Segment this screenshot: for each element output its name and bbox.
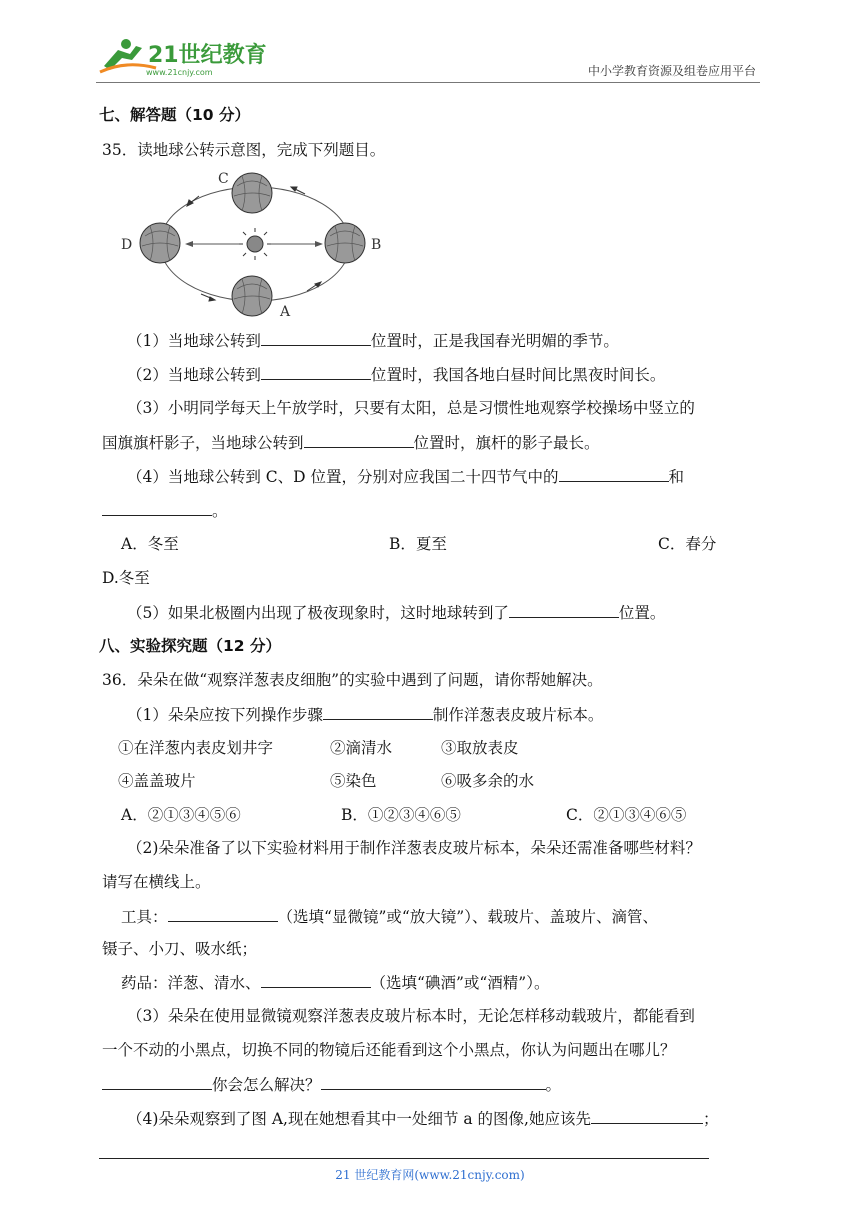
header-divider bbox=[96, 82, 760, 83]
tools-line: 工具： （选填“显微镜”或“放大镜”）、载玻片、盖玻片、滴管、 bbox=[121, 908, 658, 926]
section8-title: 八、实验探究题（12 分） bbox=[99, 637, 281, 655]
q36-part3-line3: 你会怎么解决？ 。 bbox=[102, 1074, 561, 1095]
step-1: ①在洋葱内表皮划井字 bbox=[118, 739, 274, 757]
step-5: ⑤染色 bbox=[330, 772, 377, 790]
answer-blank[interactable] bbox=[323, 704, 433, 720]
answer-blank[interactable] bbox=[261, 972, 371, 988]
sun-icon bbox=[239, 228, 271, 260]
answer-blank[interactable] bbox=[261, 330, 371, 346]
label-b: B bbox=[371, 237, 382, 253]
q36-option-c[interactable]: C．②①③④⑥⑤ bbox=[566, 806, 687, 824]
header-platform-text: 中小学教育资源及组卷应用平台 bbox=[587, 64, 756, 78]
label-c: C bbox=[218, 171, 229, 187]
section7-title: 七、解答题（10 分） bbox=[99, 106, 250, 124]
answer-blank[interactable] bbox=[304, 432, 414, 448]
option-b[interactable]: B．夏至 bbox=[389, 535, 447, 553]
q35-part3-line1: （3）小明同学每天上午放学时，只要有太阳，总是习惯性地观察学校操场中竖立的 bbox=[127, 399, 695, 417]
answer-blank[interactable] bbox=[102, 1074, 212, 1090]
q36-option-a[interactable]: A．②①③④⑤⑥ bbox=[121, 806, 241, 824]
site-logo bbox=[96, 32, 266, 80]
q35-part4-line2: 。 bbox=[102, 500, 228, 521]
answer-blank[interactable] bbox=[509, 602, 619, 618]
step-3: ③取放表皮 bbox=[441, 739, 519, 757]
q35-part4: （4）当地球公转到 C、D 位置，分别对应我国二十四节气中的 和 bbox=[127, 468, 685, 486]
label-a: A bbox=[280, 304, 291, 320]
q36-part4: （4)朵朵观察到了图 A,现在她想看其中一处细节 a 的图像,她应该先 ； bbox=[127, 1110, 719, 1128]
answer-blank[interactable] bbox=[321, 1074, 546, 1090]
answer-blank[interactable] bbox=[261, 364, 371, 380]
q35-part5: （5）如果北极圈内出现了极夜现象时，这时地球转到了 位置。 bbox=[127, 604, 666, 622]
q36-part3-line2: 一个不动的小黑点，切换不同的物镜后还能看到这个小黑点，你认为问题出在哪儿？ bbox=[102, 1041, 676, 1059]
q36-part1: （1）朵朵应按下列操作步骤 制作洋葱表皮玻片标本。 bbox=[127, 706, 604, 724]
q36-option-b[interactable]: B．①②③④⑥⑤ bbox=[341, 806, 461, 824]
earth-orbit-figure bbox=[115, 166, 385, 322]
q35-part2: （2）当地球公转到 位置时，我国各地白昼时间比黑夜时间长。 bbox=[127, 366, 666, 384]
q35-part1: （1）当地球公转到 位置时，正是我国春光明媚的季节。 bbox=[127, 332, 619, 350]
step-2: ②滴清水 bbox=[330, 739, 393, 757]
option-d[interactable]: D.冬至 bbox=[102, 569, 150, 587]
q36-part2-line2: 请写在横线上。 bbox=[102, 873, 211, 891]
label-d: D bbox=[121, 237, 133, 253]
step-6: ⑥吸多余的水 bbox=[441, 772, 535, 790]
answer-blank[interactable] bbox=[102, 500, 212, 516]
q35-stem: 35．读地球公转示意图，完成下列题目。 bbox=[102, 141, 386, 159]
logo-url: www.21cnjy.com bbox=[146, 68, 213, 77]
q36-part3-line1: （3）朵朵在使用显微镜观察洋葱表皮玻片标本时，无论怎样移动载玻片，都能看到 bbox=[127, 1007, 695, 1025]
answer-blank[interactable] bbox=[559, 466, 669, 482]
answer-blank[interactable] bbox=[168, 906, 278, 922]
answer-blank[interactable] bbox=[591, 1108, 703, 1124]
tools-line2: 镊子、小刀、吸水纸； bbox=[102, 940, 258, 958]
footer-text[interactable]: 21 世纪教育网(www.21cnjy.com) bbox=[335, 1168, 525, 1182]
q36-part2-line1: （2)朵朵准备了以下实验材料用于制作洋葱表皮玻片标本，朵朵还需准备哪些材料？ bbox=[127, 839, 701, 857]
q36-stem: 36．朵朵在做“观察洋葱表皮细胞”的实验中遇到了问题，请你帮她解决。 bbox=[102, 671, 603, 689]
drugs-line: 药品：洋葱、清水、 （选填“碘酒”或“酒精”）。 bbox=[121, 974, 550, 992]
step-4: ④盖盖玻片 bbox=[118, 772, 196, 790]
option-c[interactable]: C．春分 bbox=[658, 535, 717, 553]
logo-text: 21世纪教育 bbox=[148, 43, 266, 68]
footer-divider bbox=[99, 1158, 709, 1159]
option-a[interactable]: A．冬至 bbox=[121, 535, 179, 553]
q35-part3-line2: 国旗旗杆影子，当地球公转到 位置时，旗杆的影子最长。 bbox=[102, 434, 600, 452]
